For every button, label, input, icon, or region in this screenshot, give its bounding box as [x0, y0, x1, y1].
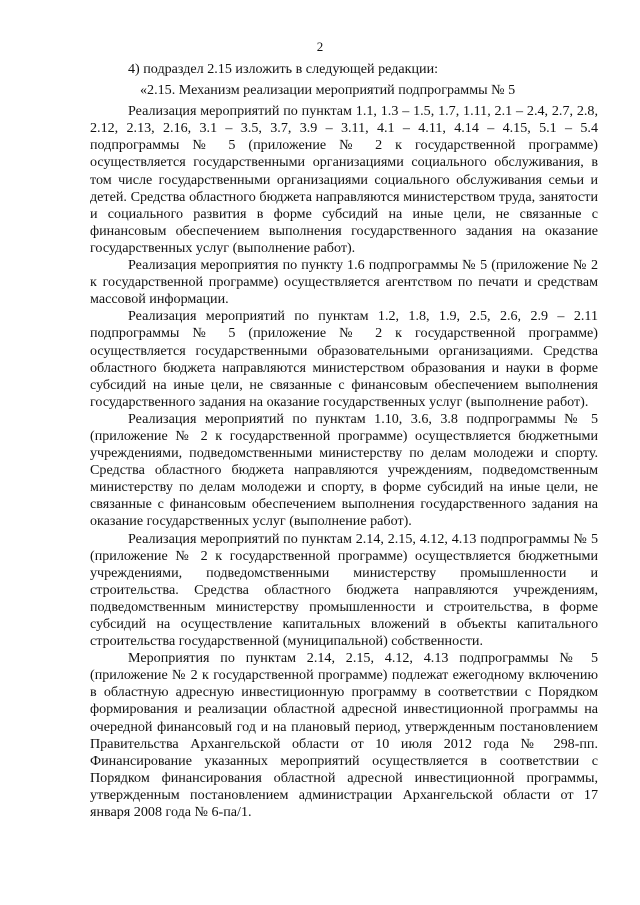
paragraph-2: Реализация мероприятия по пункту 1.6 подпрограммы № 5 (приложение № 2 к государственной программе) осуществляется агентством по печати и средствам массовой информации. [90, 257, 598, 308]
page-number: 2 [316, 39, 324, 54]
paragraph-5: Реализация мероприятий по пунктам 2.14, 2.15, 4.12, 4.13 подпрограммы № 5 (приложение № 2 к государственной программе) осуществляется бюджетными учреждениями, подведомственными министерству промышленности и строительства. Средства областного бюджета направляются учреждениям, подведомственным министерству промышленности и строительства, в форме субсидий на осуществление капитальных вложений в объекты капитального строительства государственной (муниципальной) собственности. [90, 530, 598, 650]
paragraph-4: Реализация мероприятий по пунктам 1.10, 3.6, 3.8 подпрограммы № 5 (приложение № 2 к государственной программе) осуществляется бюджетными учреждениями, подведомственными министерству по делам молодежи и спорту. Средства областного бюджета направляются учреждениям, подведомственным министерству по делам молодежи и спорту, в форме субсидий на иные цели, не связанные с финансовым обеспечением выполнения государственного задания на оказание государственных услуг (выполнение работ). [90, 410, 598, 530]
paragraph-1: Реализация мероприятий по пунктам 1.1, 1.3 – 1.5, 1.7, 1.11, 2.1 – 2.4, 2.7, 2.8, 2.12, 2.13, 2.16, 3.1 – 3.5, 3.7, 3.9 – 3.11, 4.1 – 4.11, 4.14 – 4.15, 5.1 – 5.4 подпрограммы № 5 (приложение № 2 к государственной программе) осуществляется государственными организациями социального обслуживания, в том числе государственными организациями социального обслуживания семьи и детей. Средства областного бюджета направляются министерством труда, занятости и социального развития в форме субсидий на иные цели, не связанные с финансовым обеспечением выполнения государственного задания на оказание государственных услуг (выполнение работ). [90, 103, 598, 256]
paragraph-6: Мероприятия по пунктам 2.14, 2.15, 4.12, 4.13 подпрограммы № 5 (приложение № 2 к государственной программе) подлежат ежегодному включению в областную адресную инвестиционную программу в соответствии с Порядком формирования и реализации областной адресной инвестиционной программы на очередной финансовый год и на плановый период, утвержденным постановлением Правительства Архангельской области от 10 июля 2012 года № 298-пп. Финансирование указанных мероприятий осуществляется в соответствии с Порядком финансирования областной адресной инвестиционной программы, утвержденным постановлением администрации Архангельской области от 17 января 2008 года № 6-па/1. [90, 650, 598, 821]
paragraph-3: Реализация мероприятий по пунктам 1.2, 1.8, 1.9, 2.5, 2.6, 2.9 – 2.11 подпрограммы № 5 (приложение № 2 к государственной программе) осуществляется государственными образовательными организациями. Средства областного бюджета направляются министерством образования и науки в форме субсидий на иные цели, не связанные с финансовым обеспечением выполнения государственного задания на оказание государственных услуг (выполнение работ). [90, 308, 598, 410]
document-body [90, 61, 598, 821]
section-heading: «2.15. Механизм реализации мероприятий подпрограммы № 5 [140, 82, 516, 99]
amendment-intro: 4) подраздел 2.15 изложить в следующей редакции: [128, 61, 439, 77]
